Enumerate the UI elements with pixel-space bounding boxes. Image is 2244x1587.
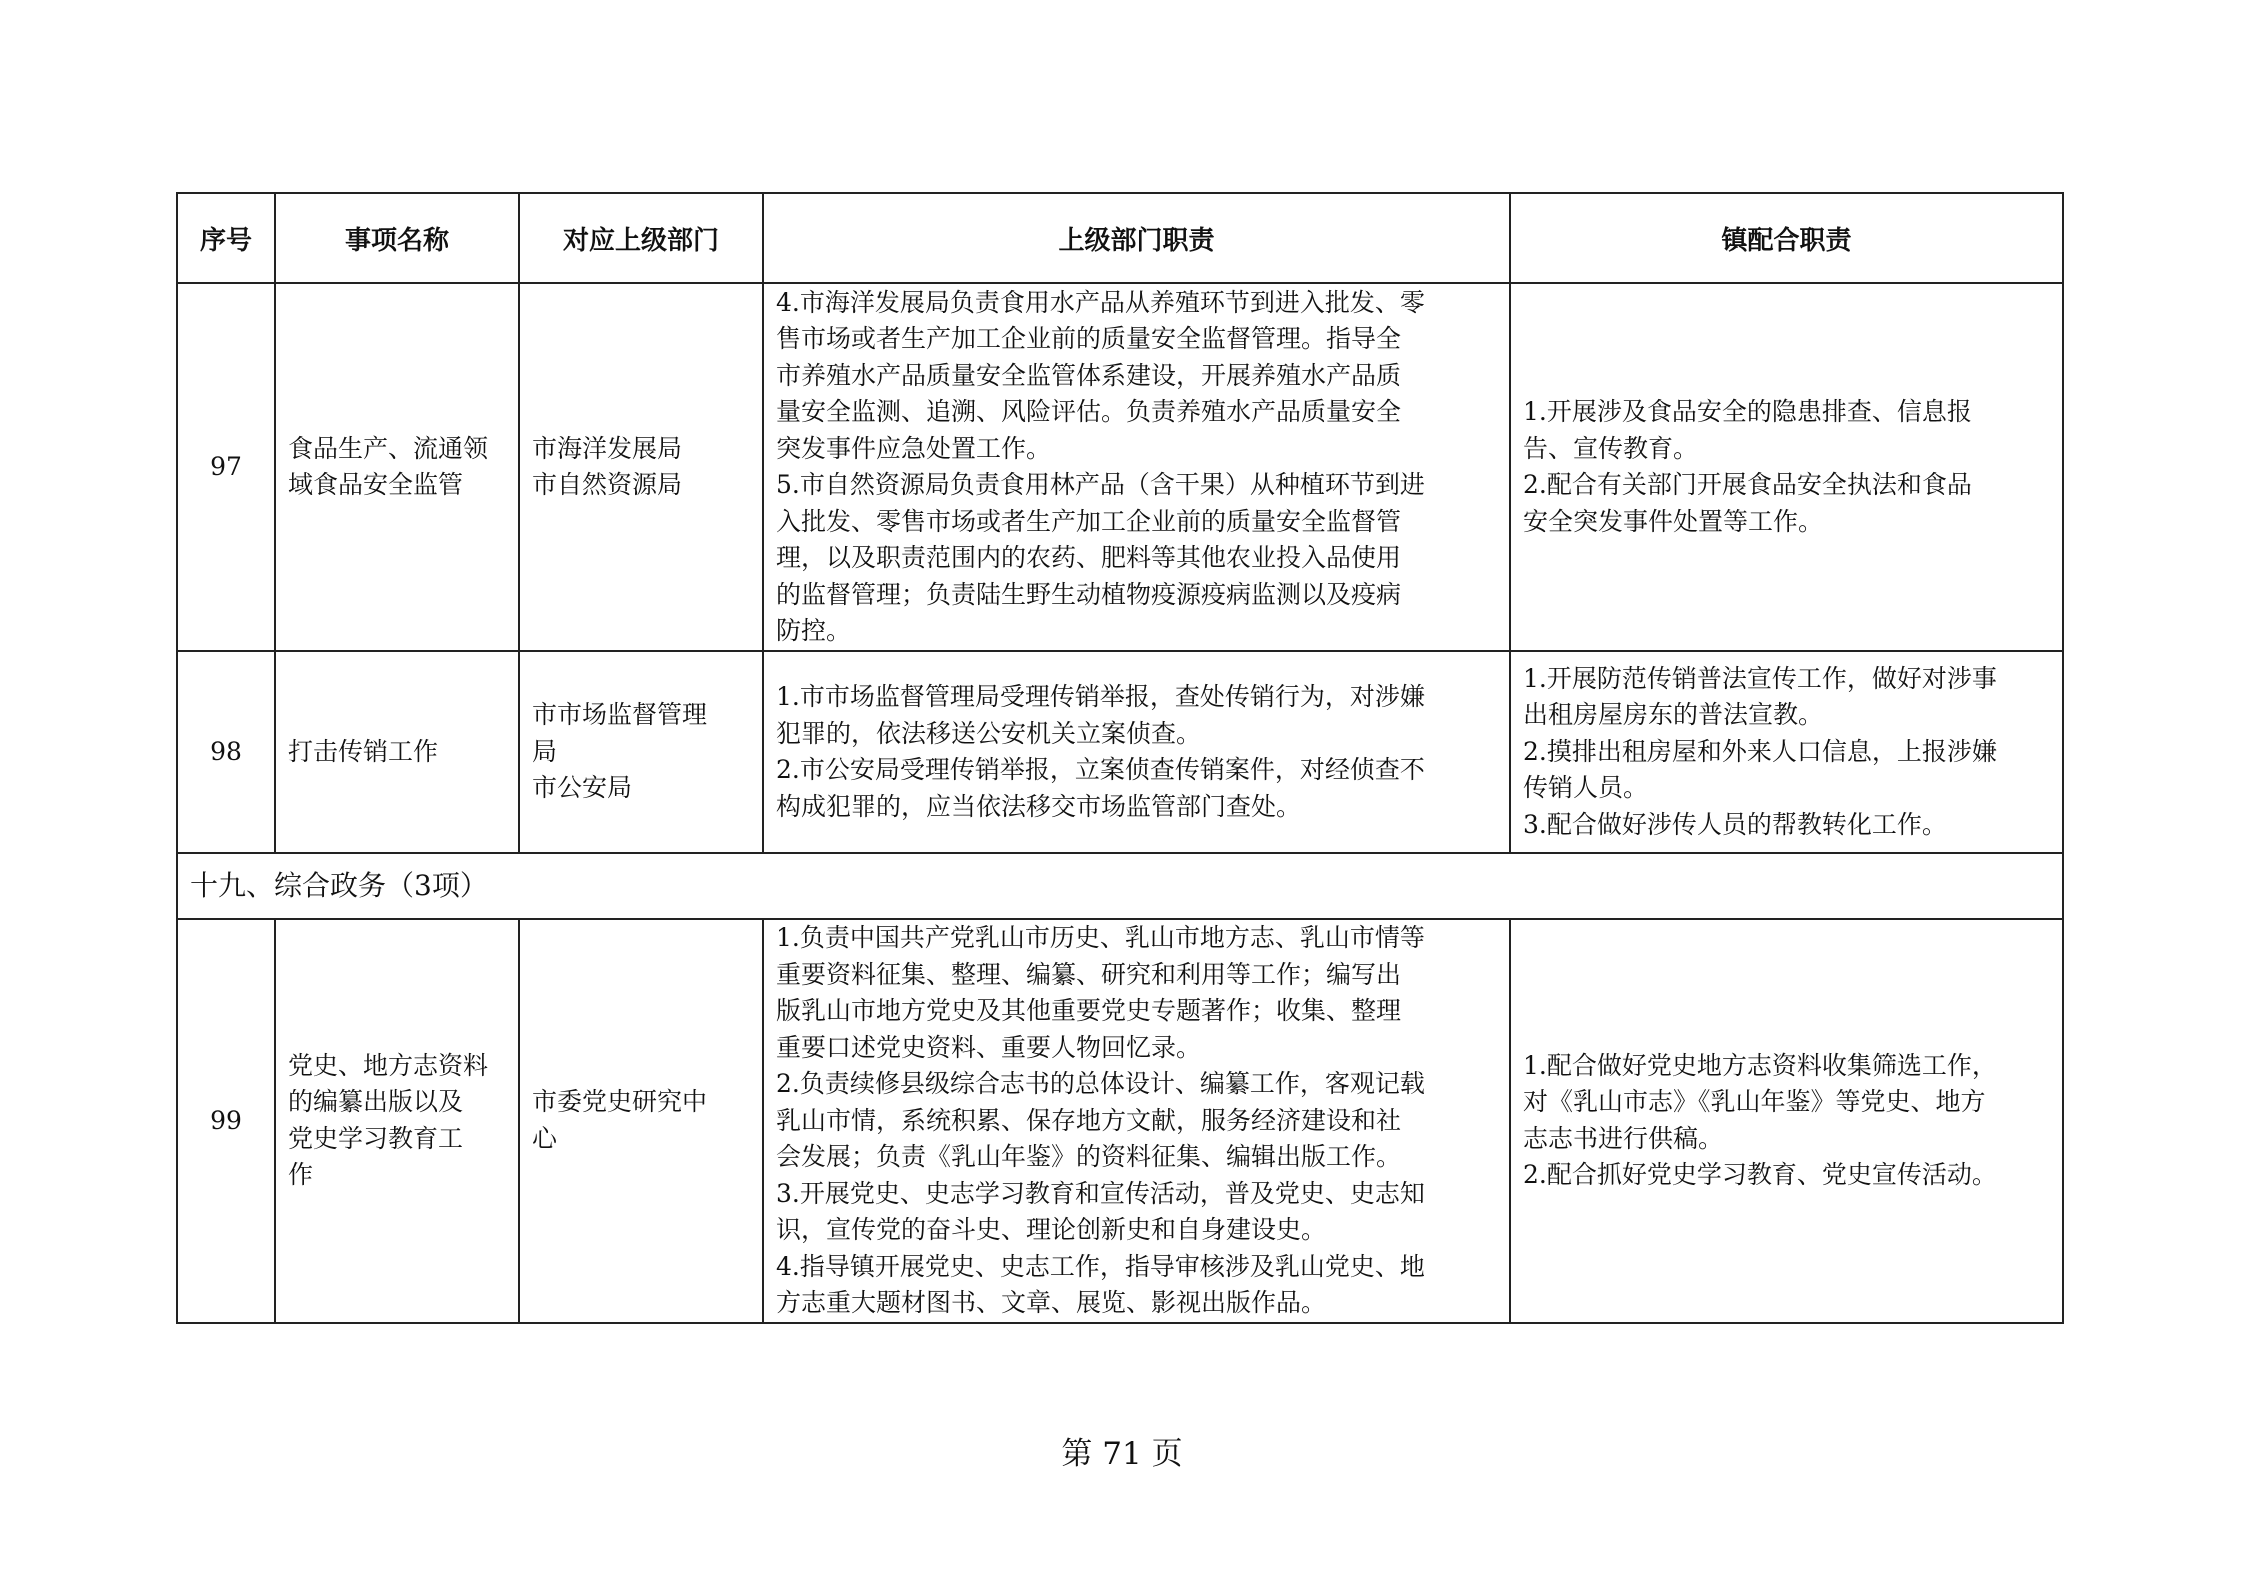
text-line: 量安全监测、追溯、风险评估。负责养殖水产品质量安全 (776, 397, 1402, 426)
text-line: 1.开展防范传销普法宣传工作，做好对涉事 (1523, 663, 1997, 693)
table-row (177, 283, 2063, 651)
text-line: 会发展；负责《乳山年鉴》的资料征集、编辑出版工作。 (776, 1142, 1402, 1171)
header-superior-duties: 上级部门职责 (763, 193, 1510, 283)
text-line: 的监督管理；负责陆生野生动植物疫源疫病监测以及疫病 (776, 579, 1402, 609)
duty-table (176, 192, 2064, 1324)
text-line: 重要资料征集、整理、编纂、研究和利用等工作；编写出 (776, 959, 1402, 989)
header-town-duties: 镇配合职责 (1510, 193, 2063, 283)
text-line: 市海洋发展局 (532, 433, 683, 463)
text-line: 理，以及职责范围内的农药、肥料等其他农业投入品使用 (776, 543, 1402, 572)
text-line: 1.市市场监督管理局受理传销举报，查处传销行为，对涉嫌 (776, 682, 1425, 711)
text-line: 的编纂出版以及 (288, 1087, 464, 1117)
text-line: 市委党史研究中 (532, 1087, 708, 1117)
superior-department (519, 283, 763, 651)
row-number: 98 (177, 651, 275, 853)
text-line: 对《乳山市志》《乳山年鉴》等党史、地方 (1523, 1087, 1986, 1117)
table-row (177, 651, 2063, 853)
row-number: 97 (177, 283, 275, 651)
table-header-row (177, 193, 2063, 283)
table-row (177, 919, 2063, 1323)
text-line: 传销人员。 (1523, 773, 1649, 803)
text-line: 2.摸排出租房屋和外来人口信息，上报涉嫌 (1523, 736, 1997, 766)
text-line: 犯罪的，依法移送公安机关立案侦查。 (776, 718, 1202, 748)
text-line: 党史学习教育工 (288, 1123, 464, 1153)
town-duties (1510, 283, 2063, 651)
text-line: 局 (532, 736, 558, 766)
text-line: 党史、地方志资料 (288, 1050, 489, 1080)
text-line: 作 (288, 1160, 314, 1190)
text-line: 5.市自然资源局负责食用林产品（含干果）从种植环节到进 (776, 470, 1425, 499)
text-line: 食品生产、流通领 (288, 433, 489, 463)
town-duties (1510, 919, 2063, 1323)
text-line: 市自然资源局 (532, 470, 683, 499)
text-line: 乳山市情，系统积累、保存地方文献，服务经济建设和社 (776, 1105, 1402, 1135)
item-name (275, 283, 519, 651)
superior-duties (763, 651, 1510, 853)
text-line: 2.负责续修县级综合志书的总体设计、编纂工作，客观记载 (776, 1069, 1425, 1098)
superior-duties (763, 919, 1510, 1323)
text-line: 4.指导镇开展党史、史志工作，指导审核涉及乳山党史、地 (776, 1251, 1425, 1281)
header-serial-number: 序号 (177, 193, 275, 283)
header-superior-department: 对应上级部门 (519, 193, 763, 283)
text-line: 打击传销工作 (288, 736, 439, 766)
text-line: 售市场或者生产加工企业前的质量安全监督管理。指导全 (776, 324, 1402, 353)
text-line: 安全突发事件处置等工作。 (1523, 506, 1824, 536)
item-name (275, 651, 519, 853)
text-line: 3.开展党史、史志学习教育和宣传活动，普及党史、史志知 (776, 1178, 1425, 1208)
superior-duties (763, 283, 1510, 651)
text-line: 心 (532, 1123, 558, 1153)
text-line: 2.配合抓好党史学习教育、党史宣传活动。 (1523, 1160, 1997, 1190)
text-line: 入批发、零售市场或者生产加工企业前的质量安全监督管 (776, 506, 1402, 536)
text-line: 市养殖水产品质量安全监管体系建设，开展养殖水产品质 (776, 360, 1402, 390)
text-line: 2.市公安局受理传销举报，立案侦查传销案件，对经侦查不 (776, 755, 1425, 784)
row-number: 99 (177, 919, 275, 1323)
text-line: 重要口述党史资料、重要人物回忆录。 (776, 1032, 1202, 1062)
text-line: 2.配合有关部门开展食品安全执法和食品 (1523, 470, 1972, 499)
header-item-name: 事项名称 (275, 193, 519, 283)
text-line: 防控。 (776, 616, 852, 645)
text-line: 突发事件应急处置工作。 (776, 433, 1052, 463)
text-line: 域食品安全监管 (288, 470, 464, 499)
text-line: 志志书进行供稿。 (1523, 1123, 1724, 1153)
text-line: 出租房屋房东的普法宣教。 (1523, 700, 1824, 730)
text-line: 市公安局 (532, 773, 633, 803)
text-line: 1.配合做好党史地方志资料收集筛选工作， (1523, 1050, 1997, 1080)
text-line: 3.配合做好涉传人员的帮教转化工作。 (1523, 809, 1947, 839)
page-number: 第 71 页 (1061, 1436, 1183, 1472)
text-line: 版乳山市地方党史及其他重要党史专题著作；收集、整理 (776, 996, 1402, 1025)
section-heading-row (177, 853, 2063, 919)
text-line: 方志重大题材图书、文章、展览、影视出版作品。 (776, 1288, 1327, 1317)
text-line: 构成犯罪的，应当依法移交市场监管部门查处。 (776, 791, 1302, 821)
text-line: 1.开展涉及食品安全的隐患排查、信息报 (1523, 397, 1972, 426)
text-line: 1.负责中国共产党乳山市历史、乳山市地方志、乳山市情等 (776, 923, 1425, 952)
section-heading: 十九、综合政务（3项） (177, 853, 2063, 919)
superior-department (519, 651, 763, 853)
item-name (275, 919, 519, 1323)
text-line: 市市场监督管理 (532, 700, 708, 730)
superior-department (519, 919, 763, 1323)
town-duties (1510, 651, 2063, 853)
text-line: 4.市海洋发展局负责食用水产品从养殖环节到进入批发、零 (776, 287, 1425, 317)
text-line: 告、宣传教育。 (1523, 433, 1699, 463)
text-line: 识，宣传党的奋斗史、理论创新史和自身建设史。 (776, 1215, 1327, 1244)
